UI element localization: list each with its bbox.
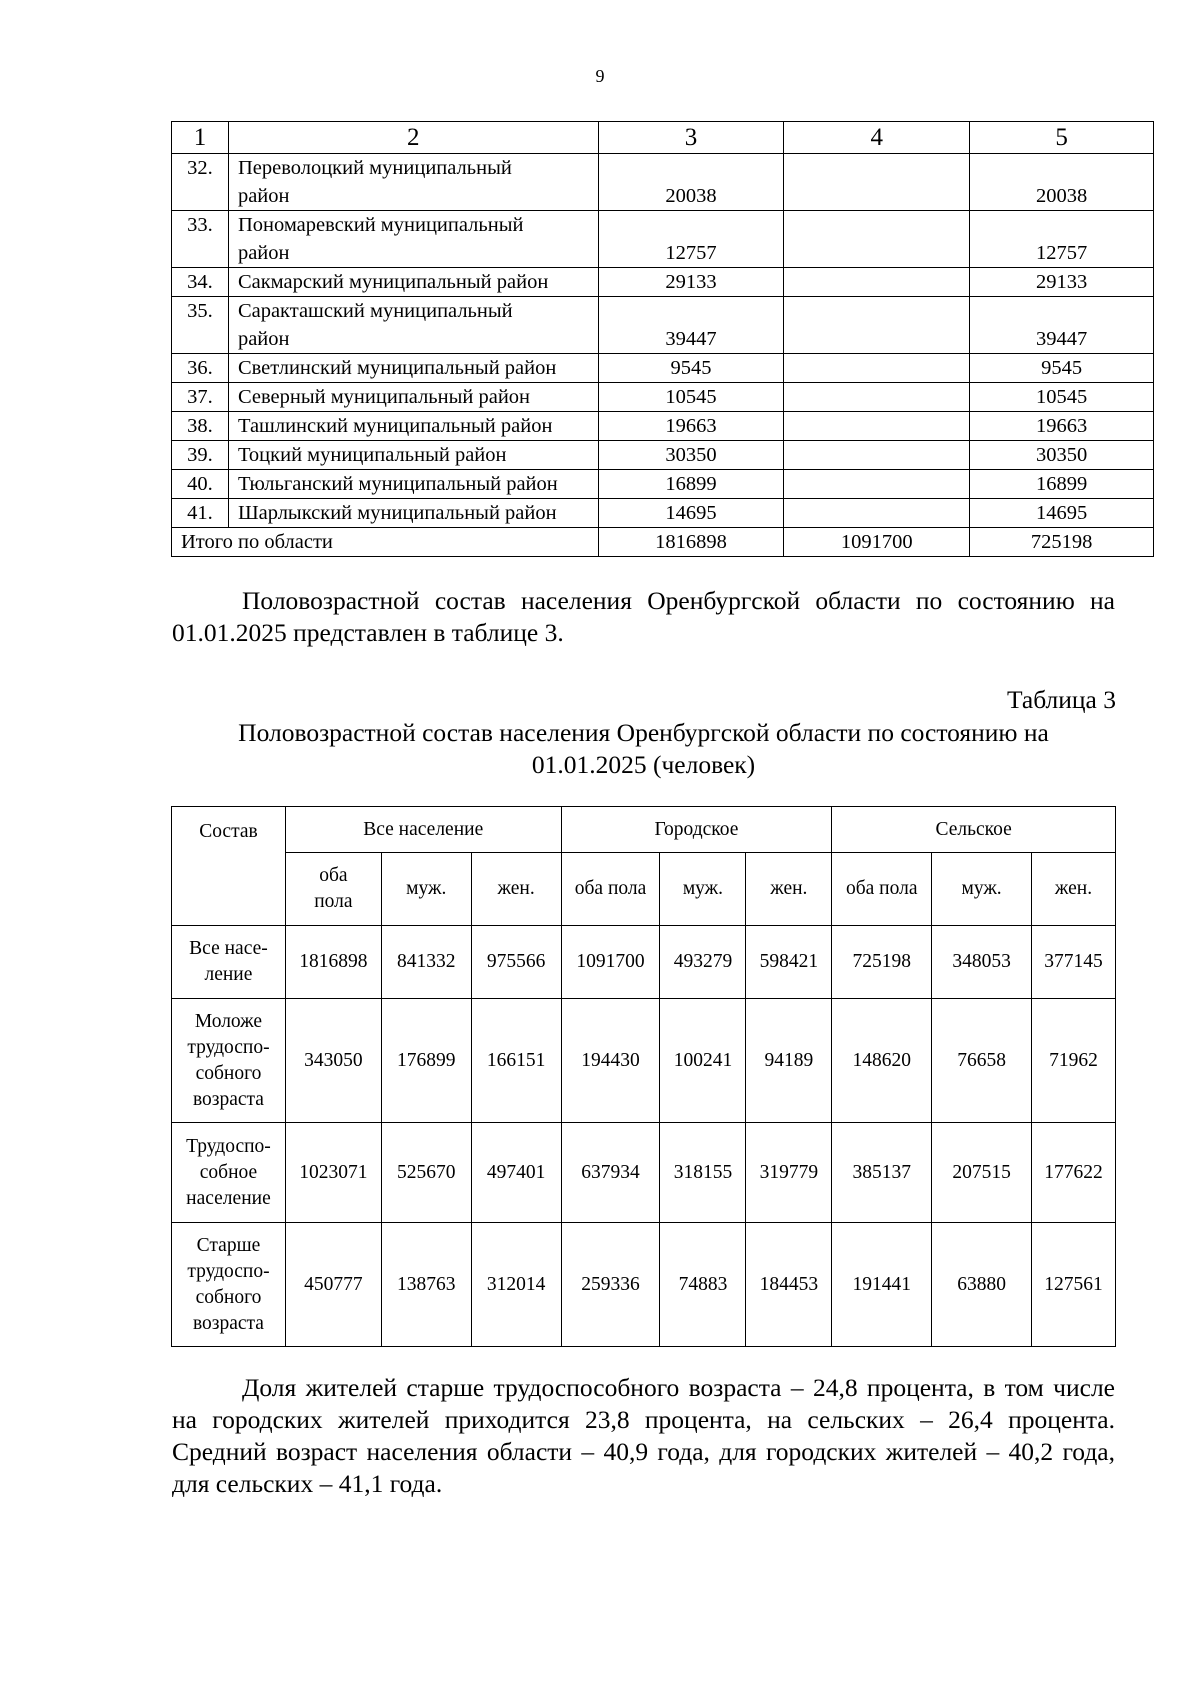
row-number: 35. xyxy=(172,297,229,354)
subheader-female: жен. xyxy=(746,853,832,926)
table-header-row xyxy=(172,122,1154,154)
value-cell: 348053 xyxy=(932,926,1032,999)
row-label-line: собное xyxy=(199,1161,258,1183)
row-number: 36. xyxy=(172,354,229,383)
value-cell: 191441 xyxy=(832,1223,932,1347)
district-name-line: район xyxy=(237,185,290,207)
row-label-line: трудоспо- xyxy=(187,1260,270,1282)
subheader-female: жен. xyxy=(1032,853,1116,926)
subheader-male: муж. xyxy=(381,853,471,926)
column-number-header: 4 xyxy=(784,122,970,154)
value-cell: 450777 xyxy=(285,1223,381,1347)
subheader-row xyxy=(172,853,1116,926)
district-name xyxy=(228,412,598,441)
district-name-line: район xyxy=(237,242,290,264)
total-row xyxy=(172,528,1154,557)
table-row xyxy=(172,383,1154,412)
district-name-line: Переволоцкий муниципальный xyxy=(237,157,512,179)
value-cell: 598421 xyxy=(746,926,832,999)
municipal-population-table xyxy=(171,121,1154,557)
value-cell: 9545 xyxy=(598,354,784,383)
value-cell: 312014 xyxy=(471,1223,561,1347)
table-row xyxy=(172,268,1154,297)
row-label-line: население xyxy=(186,1187,271,1209)
district-name xyxy=(228,297,598,354)
district-name-line: Светлинский муниципальный район xyxy=(237,357,557,379)
value-cell: 30350 xyxy=(970,441,1154,470)
column-number-header: 1 xyxy=(172,122,229,154)
row-label-line: собного xyxy=(195,1286,262,1308)
paragraph-intro: Половозрастной состав населения Оренбургской области по состоянию на 01.01.2025 представлен в таблице 3. xyxy=(172,586,1115,647)
subheader-both-sexes: оба пола xyxy=(561,853,660,926)
value-cell: 385137 xyxy=(832,1123,932,1223)
value-cell: 148620 xyxy=(832,999,932,1123)
subheader-both-sexes: оба пола xyxy=(832,853,932,926)
paragraph-summary: Доля жителей старше трудоспособного возраста – 24,8 процента, в том числе на городских жителей приходится 23,8 процента, на сельских – 26,4 процента. Средний возраст населения области – 40,9 года, для городских жителей – 40,2 года, для сельских – 41,1 года. xyxy=(172,1373,1115,1498)
table-row xyxy=(172,441,1154,470)
value-cell xyxy=(784,383,970,412)
value-cell xyxy=(784,470,970,499)
row-label-line: Трудоспо- xyxy=(186,1135,271,1157)
value-cell: 63880 xyxy=(932,1223,1032,1347)
value-cell: 975566 xyxy=(471,926,561,999)
row-number: 38. xyxy=(172,412,229,441)
value-cell: 841332 xyxy=(381,926,471,999)
district-name xyxy=(228,354,598,383)
column-number-header: 3 xyxy=(598,122,784,154)
value-cell xyxy=(784,441,970,470)
subheader-male: муж. xyxy=(660,853,746,926)
value-cell: 207515 xyxy=(932,1123,1032,1223)
subheader-both-sexes: оба пола xyxy=(285,853,381,926)
table-title-line: 01.01.2025 (человек) xyxy=(531,750,756,779)
value-cell: 194430 xyxy=(561,999,660,1123)
value-cell: 12757 xyxy=(970,211,1154,268)
table-row xyxy=(172,999,1116,1123)
row-number: 33. xyxy=(172,211,229,268)
value-cell: 493279 xyxy=(660,926,746,999)
group-header-total: Все население xyxy=(285,807,561,853)
value-cell: 39447 xyxy=(598,297,784,354)
value-cell: 343050 xyxy=(285,999,381,1123)
value-cell: 14695 xyxy=(598,499,784,528)
value-cell: 138763 xyxy=(381,1223,471,1347)
value-cell: 10545 xyxy=(598,383,784,412)
row-label-line: ление xyxy=(204,964,253,985)
district-name-line: Шарлыкский муниципальный район xyxy=(237,502,557,524)
value-cell xyxy=(784,268,970,297)
row-label-line: возраста xyxy=(192,1312,264,1334)
group-header-urban: Городское xyxy=(561,807,832,853)
district-name-line: Северный муниципальный район xyxy=(237,386,531,408)
table-row xyxy=(172,211,1154,268)
district-name-line: район xyxy=(237,328,290,350)
value-cell: 16899 xyxy=(970,470,1154,499)
value-cell: 10545 xyxy=(970,383,1154,412)
row-label-line: Моложе xyxy=(194,1010,263,1032)
total-label: Итого по области xyxy=(172,528,599,557)
page-number: 9 xyxy=(595,66,605,86)
subheader-female: жен. xyxy=(471,853,561,926)
value-cell xyxy=(784,154,970,211)
value-cell: 19663 xyxy=(970,412,1154,441)
value-cell: 166151 xyxy=(471,999,561,1123)
value-cell: 377145 xyxy=(1032,926,1116,999)
row-label xyxy=(172,1223,286,1347)
row-number: 34. xyxy=(172,268,229,297)
row-label-line: Старше xyxy=(196,1234,261,1256)
value-cell xyxy=(784,211,970,268)
row-label-line: трудоспо- xyxy=(187,1036,270,1058)
row-label-line: возраста xyxy=(192,1088,264,1110)
district-name xyxy=(228,441,598,470)
row-number: 40. xyxy=(172,470,229,499)
table-row xyxy=(172,297,1154,354)
value-cell: 12757 xyxy=(598,211,784,268)
value-cell: 16899 xyxy=(598,470,784,499)
value-cell: 725198 xyxy=(832,926,932,999)
table-number-label: Таблица 3 xyxy=(1006,685,1116,714)
value-cell: 20038 xyxy=(970,154,1154,211)
value-cell: 319779 xyxy=(746,1123,832,1223)
row-label-line: Все насе- xyxy=(189,938,268,959)
value-cell: 177622 xyxy=(1032,1123,1116,1223)
age-sex-composition-table xyxy=(171,806,1116,1347)
table-row xyxy=(172,154,1154,211)
value-cell: 19663 xyxy=(598,412,784,441)
table-title xyxy=(172,717,1115,781)
value-cell: 94189 xyxy=(746,999,832,1123)
table-row xyxy=(172,1223,1116,1347)
district-name xyxy=(228,211,598,268)
value-cell xyxy=(784,412,970,441)
total-value: 725198 xyxy=(970,528,1154,557)
district-name-line: Ташлинский муниципальный район xyxy=(237,415,553,437)
district-name xyxy=(228,154,598,211)
district-name xyxy=(228,470,598,499)
value-cell: 259336 xyxy=(561,1223,660,1347)
composition-header: Состав xyxy=(172,807,286,926)
table-row xyxy=(172,926,1116,999)
table-row xyxy=(172,499,1154,528)
group-header-rural: Сельское xyxy=(832,807,1116,853)
subheader-male: муж. xyxy=(932,853,1032,926)
value-cell: 127561 xyxy=(1032,1223,1116,1347)
district-name-line: Тюльганский муниципальный район xyxy=(237,473,558,495)
value-cell: 1091700 xyxy=(561,926,660,999)
row-label xyxy=(172,1123,286,1223)
value-cell: 9545 xyxy=(970,354,1154,383)
group-header-row xyxy=(172,807,1116,853)
table-row xyxy=(172,354,1154,383)
value-cell: 71962 xyxy=(1032,999,1116,1123)
value-cell: 29133 xyxy=(598,268,784,297)
total-value: 1816898 xyxy=(598,528,784,557)
district-name-line: Сакмарский муниципальный район xyxy=(237,271,549,293)
row-number: 41. xyxy=(172,499,229,528)
value-cell: 14695 xyxy=(970,499,1154,528)
value-cell: 74883 xyxy=(660,1223,746,1347)
value-cell: 20038 xyxy=(598,154,784,211)
value-cell: 176899 xyxy=(381,999,471,1123)
value-cell xyxy=(784,354,970,383)
value-cell xyxy=(784,499,970,528)
value-cell: 318155 xyxy=(660,1123,746,1223)
row-number: 39. xyxy=(172,441,229,470)
total-value: 1091700 xyxy=(784,528,970,557)
column-number-header: 5 xyxy=(970,122,1154,154)
value-cell: 184453 xyxy=(746,1223,832,1347)
district-name-line: Саракташский муниципальный xyxy=(237,300,513,322)
value-cell: 525670 xyxy=(381,1123,471,1223)
value-cell: 1023071 xyxy=(285,1123,381,1223)
column-number-header: 2 xyxy=(228,122,598,154)
district-name xyxy=(228,268,598,297)
value-cell: 29133 xyxy=(970,268,1154,297)
row-number: 32. xyxy=(172,154,229,211)
value-cell: 497401 xyxy=(471,1123,561,1223)
value-cell xyxy=(784,297,970,354)
row-label xyxy=(172,926,286,999)
table-row xyxy=(172,470,1154,499)
district-name-line: Тоцкий муниципальный район xyxy=(237,444,507,466)
value-cell: 76658 xyxy=(932,999,1032,1123)
district-name xyxy=(228,499,598,528)
value-cell: 1816898 xyxy=(285,926,381,999)
district-name xyxy=(228,383,598,412)
value-cell: 100241 xyxy=(660,999,746,1123)
table-title-line: Половозрастной состав населения Оренбургской области по состоянию на xyxy=(238,718,1049,747)
row-number: 37. xyxy=(172,383,229,412)
row-label xyxy=(172,999,286,1123)
value-cell: 30350 xyxy=(598,441,784,470)
table-row xyxy=(172,1123,1116,1223)
district-name-line: Пономаревский муниципальный xyxy=(237,214,524,236)
value-cell: 39447 xyxy=(970,297,1154,354)
row-label-line: собного xyxy=(195,1062,262,1084)
table-row xyxy=(172,412,1154,441)
value-cell: 637934 xyxy=(561,1123,660,1223)
